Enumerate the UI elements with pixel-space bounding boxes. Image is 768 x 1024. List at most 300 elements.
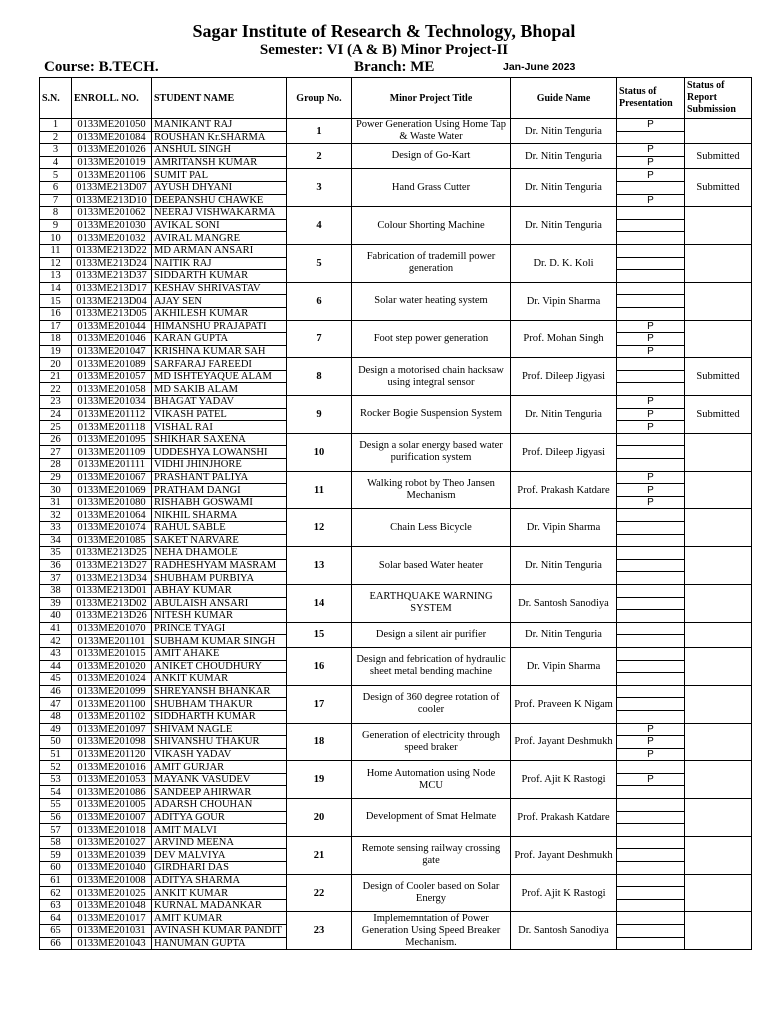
table-row	[40, 119, 752, 132]
presentation-status-cell	[617, 925, 685, 938]
course-label: Course: B.TECH.	[44, 59, 159, 75]
guide-name-cell: Dr. Nitin Tenguria	[511, 144, 617, 169]
presentation-status-cell	[617, 710, 685, 723]
presentation-status-cell	[617, 849, 685, 862]
serial-number-cell: 25	[40, 421, 72, 434]
enrollment-number-cell: 0133ME201024	[72, 673, 152, 686]
project-title-cell: Fabrication of trademill power generation	[352, 244, 511, 282]
group-number-cell: 18	[287, 723, 352, 761]
student-name-cell: KRISHNA KUMAR SAH	[152, 345, 287, 358]
presentation-status-cell: P	[617, 496, 685, 509]
serial-number-cell: 6	[40, 181, 72, 194]
presentation-status-cell	[617, 219, 685, 232]
serial-number-cell: 7	[40, 194, 72, 207]
col-header-title: Minor Project Title	[352, 78, 511, 119]
serial-number-cell: 44	[40, 660, 72, 673]
presentation-status-cell: P	[617, 723, 685, 736]
report-status-cell: Submitted	[685, 358, 752, 396]
guide-name-cell: Dr. Vipin Sharma	[511, 509, 617, 547]
project-title-cell: Solar water heating system	[352, 282, 511, 320]
project-title-cell: Development of Smat Helmate	[352, 799, 511, 837]
enrollment-number-cell: 0133ME201034	[72, 396, 152, 409]
presentation-status-cell	[617, 698, 685, 711]
presentation-status-cell	[617, 862, 685, 875]
student-name-cell: NEHA DHAMOLE	[152, 547, 287, 560]
guide-name-cell: Dr. Nitin Tenguria	[511, 119, 617, 144]
enrollment-number-cell: 0133ME201018	[72, 824, 152, 837]
enrollment-number-cell: 0133ME201031	[72, 925, 152, 938]
presentation-status-cell	[617, 131, 685, 144]
guide-name-cell: Prof. Ajit K Rastogi	[511, 761, 617, 799]
student-name-cell: VIDHI JHINJHORE	[152, 459, 287, 472]
presentation-status-cell	[617, 433, 685, 446]
presentation-status-cell	[617, 244, 685, 257]
group-number-cell: 19	[287, 761, 352, 799]
presentation-status-cell	[617, 874, 685, 887]
presentation-status-cell: P	[617, 119, 685, 132]
group-number-cell: 9	[287, 396, 352, 434]
student-name-cell: ANIKET CHOUDHURY	[152, 660, 287, 673]
guide-name-cell: Prof. Jayant Deshmukh	[511, 836, 617, 874]
serial-number-cell: 16	[40, 307, 72, 320]
serial-number-cell: 60	[40, 862, 72, 875]
student-name-cell: SIDDARTH KUMAR	[152, 270, 287, 283]
student-name-cell: MAYANK VASUDEV	[152, 773, 287, 786]
serial-number-cell: 56	[40, 811, 72, 824]
student-name-cell: MANIKANT RAJ	[152, 119, 287, 132]
table-row	[40, 912, 752, 925]
presentation-status-cell: P	[617, 320, 685, 333]
project-title-cell: Walking robot by Theo Jansen Mechanism	[352, 471, 511, 509]
student-name-cell: RADHESHYAM MASRAM	[152, 559, 287, 572]
serial-number-cell: 41	[40, 622, 72, 635]
project-title-cell: Rocker Bogie Suspension System	[352, 396, 511, 434]
col-header-presentation: Status of Presentation	[617, 78, 685, 119]
enrollment-number-cell: 0133ME201017	[72, 912, 152, 925]
group-number-cell: 4	[287, 207, 352, 245]
enrollment-number-cell: 0133ME201062	[72, 207, 152, 220]
project-title-cell: Design of Cooler based on Solar Energy	[352, 874, 511, 912]
enrollment-number-cell: 0133ME213D24	[72, 257, 152, 270]
table-row	[40, 647, 752, 660]
enrollment-number-cell: 0133ME201044	[72, 320, 152, 333]
guide-name-cell: Prof. Dileep Jigyasi	[511, 358, 617, 396]
student-name-cell: MD SAKIB ALAM	[152, 383, 287, 396]
report-status-cell	[685, 547, 752, 585]
report-status-cell	[685, 836, 752, 874]
presentation-status-cell	[617, 937, 685, 950]
group-number-cell: 7	[287, 320, 352, 358]
presentation-status-cell	[617, 610, 685, 623]
serial-number-cell: 19	[40, 345, 72, 358]
report-status-cell	[685, 685, 752, 723]
report-status-cell	[685, 912, 752, 950]
serial-number-cell: 9	[40, 219, 72, 232]
enrollment-number-cell: 0133ME201098	[72, 736, 152, 749]
group-number-cell: 15	[287, 622, 352, 647]
enrollment-number-cell: 0133ME201007	[72, 811, 152, 824]
serial-number-cell: 24	[40, 408, 72, 421]
presentation-status-cell	[617, 811, 685, 824]
enrollment-number-cell: 0133ME201101	[72, 635, 152, 648]
presentation-status-cell	[617, 509, 685, 522]
enrollment-number-cell: 0133ME213D02	[72, 597, 152, 610]
student-name-cell: AMIT MALVI	[152, 824, 287, 837]
serial-number-cell: 64	[40, 912, 72, 925]
student-name-cell: SHIVAM NAGLE	[152, 723, 287, 736]
enrollment-number-cell: 0133ME201070	[72, 622, 152, 635]
project-title-cell: Foot step power generation	[352, 320, 511, 358]
student-name-cell: NIKHIL SHARMA	[152, 509, 287, 522]
student-name-cell: ARVIND MEENA	[152, 836, 287, 849]
serial-number-cell: 46	[40, 685, 72, 698]
serial-number-cell: 5	[40, 169, 72, 182]
presentation-status-cell: P	[617, 345, 685, 358]
report-status-cell	[685, 723, 752, 761]
serial-number-cell: 63	[40, 899, 72, 912]
student-name-cell: SUMIT PAL	[152, 169, 287, 182]
serial-number-cell: 3	[40, 144, 72, 157]
serial-number-cell: 1	[40, 119, 72, 132]
project-title-cell: Hand Grass Cutter	[352, 169, 511, 207]
serial-number-cell: 47	[40, 698, 72, 711]
presentation-status-cell: P	[617, 484, 685, 497]
enrollment-number-cell: 0133ME213D05	[72, 307, 152, 320]
serial-number-cell: 13	[40, 270, 72, 283]
enrollment-number-cell: 0133ME201008	[72, 874, 152, 887]
serial-number-cell: 55	[40, 799, 72, 812]
serial-number-cell: 39	[40, 597, 72, 610]
serial-number-cell: 26	[40, 433, 72, 446]
serial-number-cell: 8	[40, 207, 72, 220]
presentation-status-cell	[617, 547, 685, 560]
group-number-cell: 10	[287, 433, 352, 471]
serial-number-cell: 49	[40, 723, 72, 736]
student-name-cell: KESHAV SHRIVASTAV	[152, 282, 287, 295]
table-row	[40, 799, 752, 812]
presentation-status-cell	[617, 673, 685, 686]
guide-name-cell: Dr. Santosh Sanodiya	[511, 584, 617, 622]
group-number-cell: 3	[287, 169, 352, 207]
student-name-cell: ADITYA GOUR	[152, 811, 287, 824]
student-name-cell: SHUBHAM PURBIYA	[152, 572, 287, 585]
serial-number-cell: 37	[40, 572, 72, 585]
student-name-cell: AMIT GURJAR	[152, 761, 287, 774]
serial-number-cell: 18	[40, 333, 72, 346]
guide-name-cell: Dr. Nitin Tenguria	[511, 622, 617, 647]
group-number-cell: 5	[287, 244, 352, 282]
student-name-cell: NITESH KUMAR	[152, 610, 287, 623]
enrollment-number-cell: 0133ME201058	[72, 383, 152, 396]
enrollment-number-cell: 0133ME201111	[72, 459, 152, 472]
semester-subtitle: Semester: VI (A & B) Minor Project-II	[259, 42, 509, 58]
presentation-status-cell	[617, 786, 685, 799]
presentation-status-cell: P	[617, 408, 685, 421]
student-name-cell: MD ISHTEYAQUE ALAM	[152, 370, 287, 383]
enrollment-number-cell: 0133ME201099	[72, 685, 152, 698]
serial-number-cell: 45	[40, 673, 72, 686]
serial-number-cell: 34	[40, 534, 72, 547]
presentation-status-cell	[617, 370, 685, 383]
enrollment-number-cell: 0133ME201030	[72, 219, 152, 232]
guide-name-cell: Prof. Praveen K Nigam	[511, 685, 617, 723]
serial-number-cell: 14	[40, 282, 72, 295]
enrollment-number-cell: 0133ME201005	[72, 799, 152, 812]
group-number-cell: 20	[287, 799, 352, 837]
student-name-cell: AYUSH DHYANI	[152, 181, 287, 194]
col-header-name: STUDENT NAME	[152, 78, 287, 119]
student-name-cell: DEEPANSHU CHAWKE	[152, 194, 287, 207]
enrollment-number-cell: 0133ME201025	[72, 887, 152, 900]
table-row	[40, 244, 752, 257]
presentation-status-cell	[617, 685, 685, 698]
branch-label: Branch: ME	[354, 59, 435, 75]
serial-number-cell: 23	[40, 396, 72, 409]
table-row	[40, 761, 752, 774]
student-name-cell: AVINASH KUMAR PANDIT	[152, 925, 287, 938]
student-name-cell: AJAY SEN	[152, 295, 287, 308]
student-name-cell: UDDESHYA LOWANSHI	[152, 446, 287, 459]
enrollment-number-cell: 0133ME201043	[72, 937, 152, 950]
presentation-status-cell	[617, 647, 685, 660]
presentation-status-cell: P	[617, 773, 685, 786]
guide-name-cell: Dr. D. K. Koli	[511, 244, 617, 282]
project-title-cell: Design of 360 degree rotation of cooler	[352, 685, 511, 723]
presentation-status-cell	[617, 446, 685, 459]
enrollment-number-cell: 0133ME201069	[72, 484, 152, 497]
serial-number-cell: 2	[40, 131, 72, 144]
student-name-cell: SIDDHARTH KUMAR	[152, 710, 287, 723]
enrollment-number-cell: 0133ME201026	[72, 144, 152, 157]
project-title-cell: Remote sensing railway crossing gate	[352, 836, 511, 874]
serial-number-cell: 4	[40, 156, 72, 169]
serial-number-cell: 40	[40, 610, 72, 623]
serial-number-cell: 12	[40, 257, 72, 270]
presentation-status-cell	[617, 635, 685, 648]
serial-number-cell: 20	[40, 358, 72, 371]
table-row	[40, 358, 752, 371]
table-row	[40, 584, 752, 597]
table-row	[40, 396, 752, 409]
report-status-cell	[685, 207, 752, 245]
student-name-cell: SHREYANSH BHANKAR	[152, 685, 287, 698]
serial-number-cell: 38	[40, 584, 72, 597]
report-status-cell	[685, 799, 752, 837]
col-header-sn: S.N.	[40, 78, 72, 119]
student-name-cell: SHIKHAR SAXENA	[152, 433, 287, 446]
student-name-cell: SHIVANSHU THAKUR	[152, 736, 287, 749]
presentation-status-cell: P	[617, 169, 685, 182]
serial-number-cell: 57	[40, 824, 72, 837]
serial-number-cell: 31	[40, 496, 72, 509]
enrollment-number-cell: 0133ME201085	[72, 534, 152, 547]
serial-number-cell: 32	[40, 509, 72, 522]
enrollment-number-cell: 0133ME201095	[72, 433, 152, 446]
report-status-cell	[685, 761, 752, 799]
guide-name-cell: Prof. Ajit K Rastogi	[511, 874, 617, 912]
enrollment-number-cell: 0133ME201112	[72, 408, 152, 421]
table-row	[40, 144, 752, 157]
enrollment-number-cell: 0133ME201100	[72, 698, 152, 711]
student-name-cell: ROUSHAN Kr.SHARMA	[152, 131, 287, 144]
student-name-cell: AMIT KUMAR	[152, 912, 287, 925]
enrollment-number-cell: 0133ME201032	[72, 232, 152, 245]
enrollment-number-cell: 0133ME201109	[72, 446, 152, 459]
presentation-status-cell	[617, 207, 685, 220]
enrollment-number-cell: 0133ME201048	[72, 899, 152, 912]
student-name-cell: ANKIT KUMAR	[152, 887, 287, 900]
report-status-cell	[685, 282, 752, 320]
serial-number-cell: 48	[40, 710, 72, 723]
student-name-cell: AMIT AHAKE	[152, 647, 287, 660]
enrollment-number-cell: 0133ME213D04	[72, 295, 152, 308]
group-number-cell: 14	[287, 584, 352, 622]
project-title-cell: Power Generation Using Home Tap & Waste Water	[352, 119, 511, 144]
serial-number-cell: 66	[40, 937, 72, 950]
student-name-cell: ANSHUL SINGH	[152, 144, 287, 157]
project-title-cell: Implememntation of Power Generation Using Speed Breaker Mechanism.	[352, 912, 511, 950]
group-number-cell: 23	[287, 912, 352, 950]
student-name-cell: KARAN GUPTA	[152, 333, 287, 346]
guide-name-cell: Prof. Prakash Katdare	[511, 799, 617, 837]
group-number-cell: 17	[287, 685, 352, 723]
presentation-status-cell	[617, 559, 685, 572]
enrollment-number-cell: 0133ME213D01	[72, 584, 152, 597]
table-header-row	[40, 78, 752, 119]
table-row	[40, 509, 752, 522]
student-name-cell: RAHUL SABLE	[152, 522, 287, 535]
student-name-cell: MD ARMAN ANSARI	[152, 244, 287, 257]
guide-name-cell: Dr. Nitin Tenguria	[511, 207, 617, 245]
student-name-cell: PRASHANT PALIYA	[152, 471, 287, 484]
enrollment-number-cell: 0133ME201053	[72, 773, 152, 786]
serial-number-cell: 53	[40, 773, 72, 786]
guide-name-cell: Dr. Santosh Sanodiya	[511, 912, 617, 950]
table-row	[40, 622, 752, 635]
table-row	[40, 169, 752, 182]
student-name-cell: ADITYA SHARMA	[152, 874, 287, 887]
presentation-status-cell: P	[617, 144, 685, 157]
serial-number-cell: 52	[40, 761, 72, 774]
report-status-cell: Submitted	[685, 169, 752, 207]
guide-name-cell: Dr. Nitin Tenguria	[511, 169, 617, 207]
col-header-group: Group No.	[287, 78, 352, 119]
group-number-cell: 22	[287, 874, 352, 912]
enrollment-number-cell: 0133ME213D37	[72, 270, 152, 283]
presentation-status-cell	[617, 459, 685, 472]
report-status-cell	[685, 647, 752, 685]
student-name-cell: ADARSH CHOUHAN	[152, 799, 287, 812]
serial-number-cell: 65	[40, 925, 72, 938]
group-number-cell: 6	[287, 282, 352, 320]
student-name-cell: HIMANSHU PRAJAPATI	[152, 320, 287, 333]
table-row	[40, 433, 752, 446]
col-header-enroll: ENROLL. NO.	[72, 78, 152, 119]
student-name-cell: SANDEEP AHIRWAR	[152, 786, 287, 799]
serial-number-cell: 15	[40, 295, 72, 308]
presentation-status-cell	[617, 522, 685, 535]
project-title-cell: Design a silent air purifier	[352, 622, 511, 647]
student-name-cell: PRINCE TYAGI	[152, 622, 287, 635]
student-name-cell: VIKASH PATEL	[152, 408, 287, 421]
table-row	[40, 874, 752, 887]
student-name-cell: ANKIT KUMAR	[152, 673, 287, 686]
enrollment-number-cell: 0133ME201089	[72, 358, 152, 371]
enrollment-number-cell: 0133ME201106	[72, 169, 152, 182]
group-number-cell: 8	[287, 358, 352, 396]
project-title-cell: EARTHQUAKE WARNING SYSTEM	[352, 584, 511, 622]
presentation-status-cell	[617, 887, 685, 900]
enrollment-number-cell: 0133ME201102	[72, 710, 152, 723]
enrollment-number-cell: 0133ME201057	[72, 370, 152, 383]
serial-number-cell: 58	[40, 836, 72, 849]
guide-name-cell: Prof. Mohan Singh	[511, 320, 617, 358]
presentation-status-cell	[617, 282, 685, 295]
enrollment-number-cell: 0133ME213D10	[72, 194, 152, 207]
presentation-status-cell: P	[617, 333, 685, 346]
enrollment-number-cell: 0133ME201074	[72, 522, 152, 535]
enrollment-number-cell: 0133ME201015	[72, 647, 152, 660]
report-status-cell	[685, 433, 752, 471]
presentation-status-cell	[617, 761, 685, 774]
session-label: Jan-June 2023	[503, 61, 576, 73]
guide-name-cell: Dr. Nitin Tenguria	[511, 396, 617, 434]
guide-name-cell: Prof. Prakash Katdare	[511, 471, 617, 509]
report-status-cell: Submitted	[685, 144, 752, 169]
group-number-cell: 11	[287, 471, 352, 509]
guide-name-cell: Dr. Nitin Tenguria	[511, 547, 617, 585]
presentation-status-cell: P	[617, 156, 685, 169]
student-name-cell: PRATHAM DANGI	[152, 484, 287, 497]
report-status-cell	[685, 874, 752, 912]
serial-number-cell: 21	[40, 370, 72, 383]
serial-number-cell: 50	[40, 736, 72, 749]
table-row	[40, 471, 752, 484]
serial-number-cell: 29	[40, 471, 72, 484]
project-allocation-table	[39, 77, 752, 950]
report-status-cell	[685, 471, 752, 509]
student-name-cell: VISHAL RAI	[152, 421, 287, 434]
enrollment-number-cell: 0133ME213D34	[72, 572, 152, 585]
presentation-status-cell	[617, 799, 685, 812]
enrollment-number-cell: 0133ME213D07	[72, 181, 152, 194]
enrollment-number-cell: 0133ME201080	[72, 496, 152, 509]
student-name-cell: SHUBHAM THAKUR	[152, 698, 287, 711]
serial-number-cell: 28	[40, 459, 72, 472]
serial-number-cell: 36	[40, 559, 72, 572]
presentation-status-cell	[617, 597, 685, 610]
serial-number-cell: 10	[40, 232, 72, 245]
serial-number-cell: 51	[40, 748, 72, 761]
presentation-status-cell: P	[617, 421, 685, 434]
enrollment-number-cell: 0133ME201040	[72, 862, 152, 875]
serial-number-cell: 27	[40, 446, 72, 459]
enrollment-number-cell: 0133ME201046	[72, 333, 152, 346]
serial-number-cell: 61	[40, 874, 72, 887]
presentation-status-cell	[617, 572, 685, 585]
enrollment-number-cell: 0133ME201039	[72, 849, 152, 862]
student-name-cell: SARFARAJ FAREEDI	[152, 358, 287, 371]
student-name-cell: NEERAJ VISHWAKARMA	[152, 207, 287, 220]
guide-name-cell: Prof. Jayant Deshmukh	[511, 723, 617, 761]
student-name-cell: KURNAL MADANKAR	[152, 899, 287, 912]
report-status-cell	[685, 320, 752, 358]
serial-number-cell: 62	[40, 887, 72, 900]
project-title-cell: Design a motorised chain hacksaw using integral sensor	[352, 358, 511, 396]
presentation-status-cell	[617, 257, 685, 270]
col-header-report: Status of Report Submission	[685, 78, 752, 119]
presentation-status-cell	[617, 181, 685, 194]
